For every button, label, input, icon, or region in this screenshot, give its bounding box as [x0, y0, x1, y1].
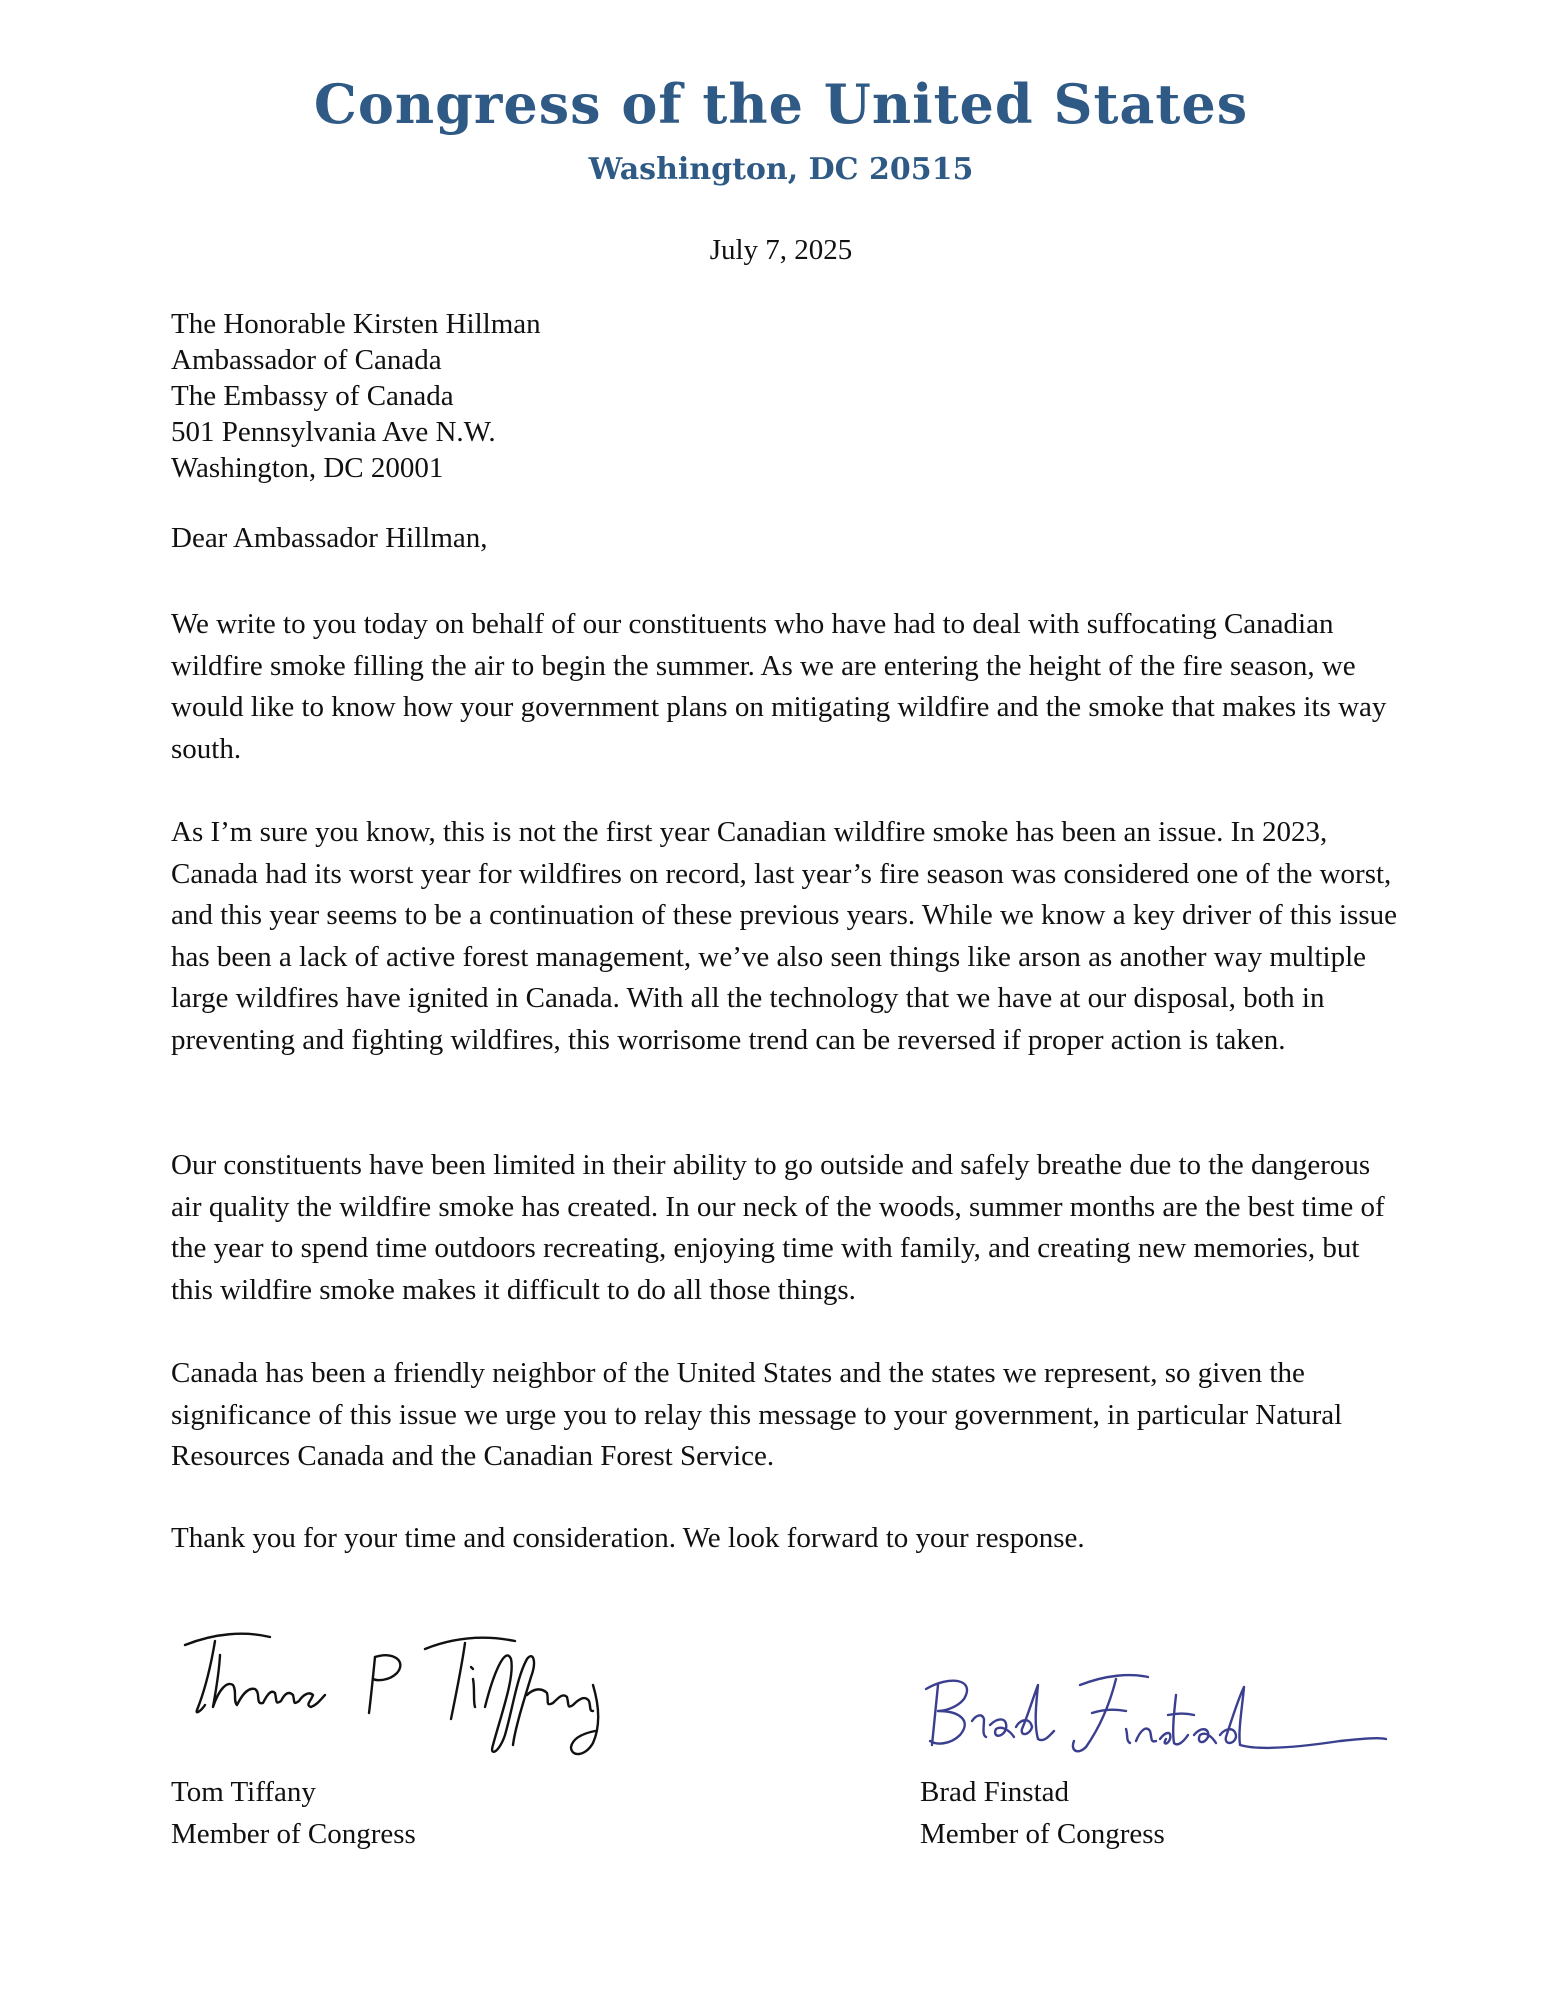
- letterhead-city: Washington, DC 20515: [588, 152, 974, 187]
- body-paragraph: Canada has been a friendly neighbor of the United States and the states we represent, so given the significance of this issue we urge you to relay this message to your government, in particular Natural Resources Canada and the Canadian Forest Service.: [171, 1357, 1343, 1472]
- letterhead-title: Congress of the United States: [313, 72, 1249, 136]
- recipient-line: Washington, DC 20001: [171, 452, 444, 484]
- recipient-address: [171, 306, 541, 486]
- body-paragraph: We write to you today on behalf of our constituents who have had to deal with suffocating Canadian wildfire smoke filling the air to begin the summer. As we are entering the height of the fire season, we would like to know how your government plans on mitigating wildfire and the smoke that makes its way south.: [171, 608, 1387, 765]
- recipient-line: 501 Pennsylvania Ave N.W.: [171, 416, 496, 448]
- signatory-name: Brad Finstad: [920, 1776, 1070, 1808]
- signature-tiffany-image: [175, 1615, 615, 1765]
- signatory-name: Tom Tiffany: [171, 1776, 316, 1808]
- signatory-left: [171, 1771, 416, 1855]
- salutation: Dear Ambassador Hillman,: [171, 522, 488, 554]
- signature-finstad-image: [920, 1655, 1390, 1765]
- closing-paragraph: Thank you for your time and consideration. We look forward to your response.: [171, 1522, 1085, 1554]
- signatory-title: Member of Congress: [920, 1818, 1165, 1850]
- signatory-right: [920, 1771, 1165, 1855]
- recipient-line: The Embassy of Canada: [171, 380, 454, 412]
- signatory-title: Member of Congress: [171, 1818, 416, 1850]
- body-paragraph: Our constituents have been limited in their ability to go outside and safely breathe due to the dangerous air quality the wildfire smoke has created. In our neck of the woods, summer months are the best time of the year to spend time outdoors recreating, enjoying time with family, and creating new memories, but this wildfire smoke makes it difficult to do all those things.: [171, 1149, 1385, 1306]
- recipient-line: Ambassador of Canada: [171, 344, 442, 376]
- letter-date: July 7, 2025: [709, 234, 853, 266]
- recipient-line: The Honorable Kirsten Hillman: [171, 308, 541, 340]
- body-paragraph: As I’m sure you know, this is not the first year Canadian wildfire smoke has been an issue. In 2023, Canada had its worst year for wildfires on record, last year’s fire season was considered one of the worst, and this year seems to be a continuation of these previous years. While we know a key driver of this issue has been a lack of active forest management, we’ve also seen things like arson as another way multiple large wildfires have ignited in Canada. With all the technology that we have at our disposal, both in preventing and fighting wildfires, this worrisome trend can be reversed if proper action is taken.: [171, 816, 1398, 1056]
